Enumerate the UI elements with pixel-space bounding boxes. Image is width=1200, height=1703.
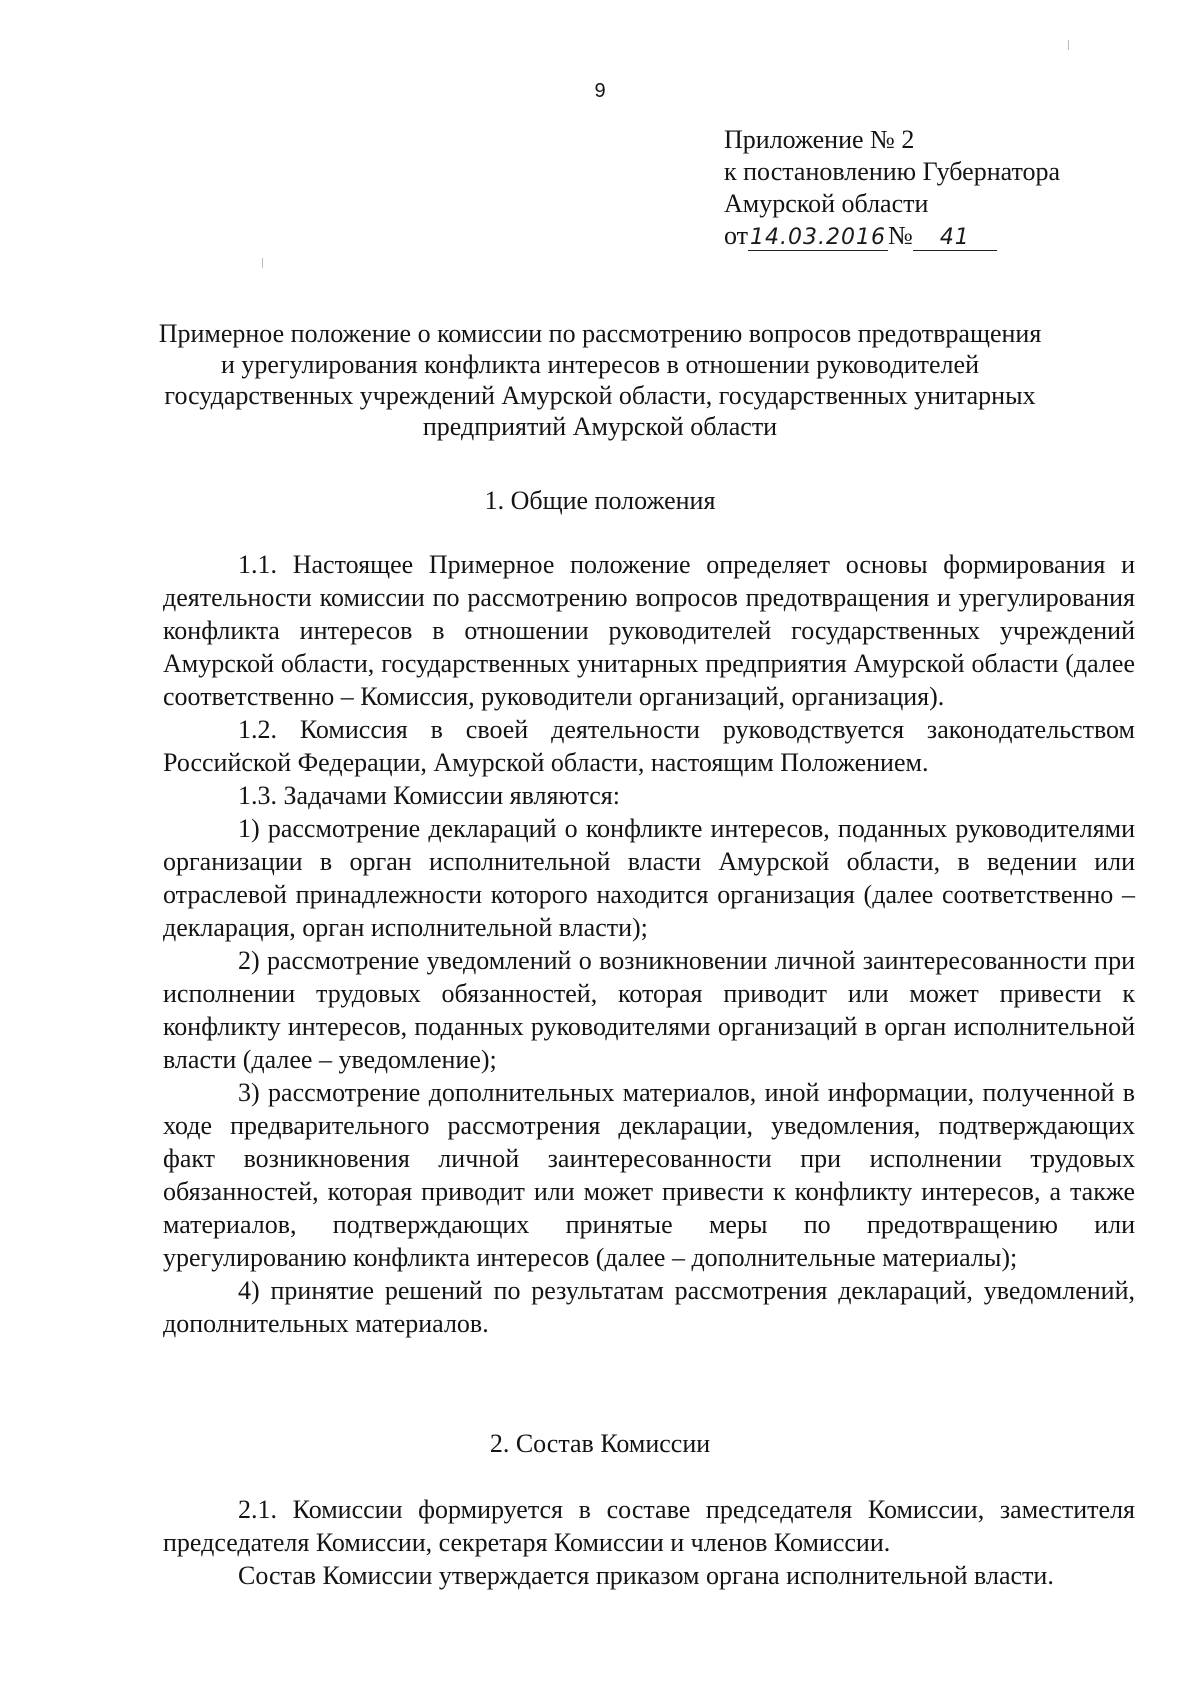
annex-line-1: Приложение № 2 <box>724 125 915 154</box>
section-1-body <box>163 548 1135 1340</box>
annex-line-3: Амурской области <box>724 189 929 218</box>
list-item-4: 4) принятие решений по результатам рассмотрения деклараций, уведомлений, дополнительных материалов. <box>163 1276 1135 1338</box>
list-item-2: 2) рассмотрение уведомлений о возникновении личной заинтересованности при исполнении трудовых обязанностей, которая приводит или может привести к конфликту интересов, поданных руководителями организаций в орган исполнительной власти (далее – уведомление); <box>163 946 1135 1074</box>
list-item-3: 3) рассмотрение дополнительных материалов, иной информации, полученной в ходе предварительного рассмотрения декларации, уведомления, подтверждающих факт возникновения личной заинтересованности при исполнении трудовых обязанностей, которая приводит или может привести к конфликту интересов, а также материалов, подтверждающих принятые меры по предотвращению или урегулированию конфликта интересов (далее – дополнительные материалы); <box>163 1078 1135 1272</box>
paragraph-1-3: 1.3. Задачами Комиссии являются: <box>238 781 620 810</box>
section-2-heading: 2. Состав Комиссии <box>489 1429 711 1458</box>
annex-line-2: к постановлению Губернатора <box>724 157 1061 186</box>
list-item-1: 1) рассмотрение деклараций о конфликте интересов, поданных руководителями организации в орган исполнительной власти Амурской области, в ведении или отраслевой принадлежности которого находится организация (далее соответственно – декларация, орган исполнительной власти); <box>163 814 1135 942</box>
number-prefix: № <box>888 221 913 250</box>
scan-artifact <box>1068 40 1069 50</box>
handwritten-date: 14.03.2016 <box>750 225 886 250</box>
paragraph-2-2: Состав Комиссии утверждается приказом органа исполнительной власти. <box>238 1561 1054 1590</box>
page-number: 9 <box>594 80 606 102</box>
date-prefix: от <box>724 221 749 250</box>
paragraph-1-2: 1.2. Комиссия в своей деятельности руководствуется законодательством Российской Федерации, Амурской области, настоящим Положением. <box>163 715 1135 777</box>
section-1-heading: 1. Общие положения <box>484 486 716 515</box>
document-title: Примерное положение о комиссии по рассмотрению вопросов предотвращения и урегулирования конфликта интересов в отношении руководителей государственных учреждений Амурской области, государственных унитарных предприятий Амурской области <box>158 319 1042 441</box>
section-2-body <box>163 1493 1135 1592</box>
annex-date-line <box>724 220 1060 252</box>
paragraph-1-1: 1.1. Настоящее Примерное положение определяет основы формирования и деятельности комиссии по рассмотрению вопросов предотвращения и урегулирования конфликта интересов в отношении руководителей государственных учреждений Амурской области, государственных унитарных предприятия Амурской области (далее соответственно – Комиссия, руководители организаций, организация). <box>163 550 1135 711</box>
scan-artifact <box>262 258 263 268</box>
annex-block <box>724 124 1060 252</box>
handwritten-number: 41 <box>913 226 997 251</box>
paragraph-2-1: 2.1. Комиссии формируется в составе председателя Комиссии, заместителя председателя Комиссии, секретаря Комиссии и членов Комиссии. <box>163 1495 1135 1557</box>
